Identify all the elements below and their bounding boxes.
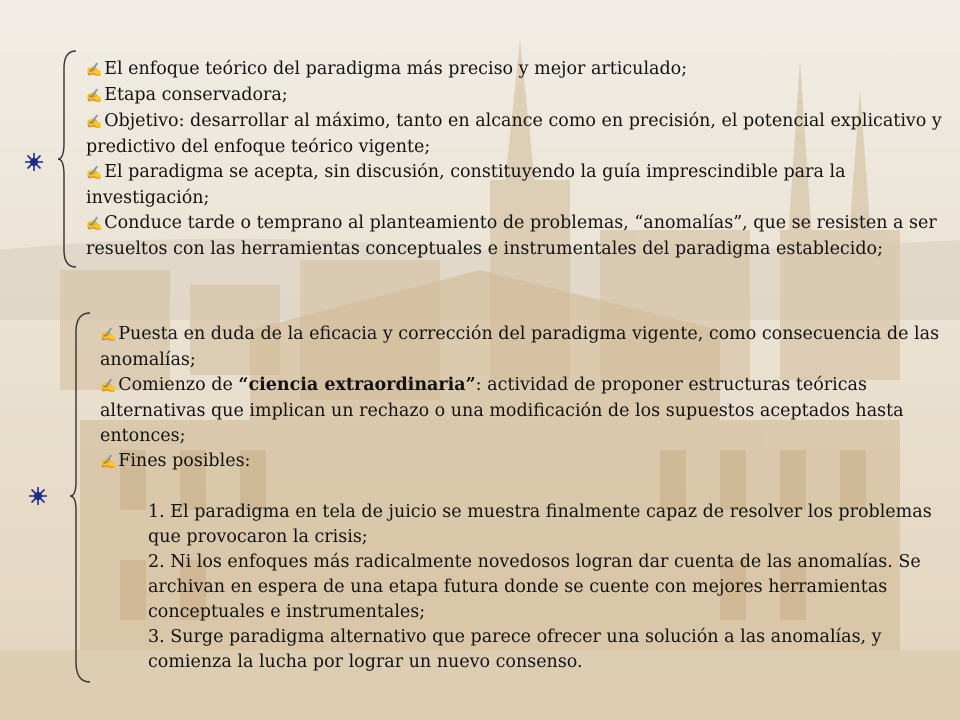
outcome-item: 1. El paradigma en tela de juicio se muestra finalmente capaz de resolver los problemas que provocaron la crisis; bbox=[148, 502, 932, 547]
list-item: ✍ Etapa conservadora; bbox=[86, 85, 288, 105]
left-curly-bracket-1 bbox=[56, 48, 86, 270]
outcome-item: 2. Ni los enfoques más radicalmente novedosos logran dar cuenta de las anomalías. Se archivan en espera de una etapa futura donde se cuente con mejores herramientas conceptuales e instrumentales; bbox=[148, 552, 921, 622]
list-item: ✍ Comienzo de “ciencia extraordinaria”: actividad de proponer estructuras teóricas alternativas que implican un rechazo o una modificación de los supuestos aceptados hasta entonces; bbox=[100, 375, 904, 446]
writing-hand-icon: ✍ bbox=[86, 63, 103, 78]
writing-hand-icon: ✍ bbox=[86, 115, 103, 130]
writing-hand-icon: ✍ bbox=[100, 328, 117, 343]
writing-hand-icon: ✍ bbox=[100, 379, 117, 394]
section-1-list bbox=[86, 57, 952, 262]
list-item: ✍ El enfoque teórico del paradigma más preciso y mejor articulado; bbox=[86, 59, 688, 79]
list-item: ✍ Conduce tarde o temprano al planteamiento de problemas, “anomalías”, que se resisten a ser resueltos con las herramientas conceptuales e instrumentales del paradigma establecido; bbox=[86, 213, 937, 259]
list-item: ✍ El paradigma se acepta, sin discusión, constituyendo la guía imprescindible para la investigación; bbox=[86, 162, 846, 208]
left-curly-bracket-2 bbox=[68, 310, 100, 686]
list-item: ✍ Fines posibles: bbox=[100, 451, 251, 471]
star-bullet-icon bbox=[24, 152, 44, 172]
list-item: ✍ Objetivo: desarrollar al máximo, tanto en alcance como en precisión, el potencial explicativo y predictivo del enfoque teórico vigente; bbox=[86, 111, 942, 157]
outcome-item: 3. Surge paradigma alternativo que parece ofrecer una solución a las anomalías, y comienza la lucha por lograr un nuevo consenso. bbox=[148, 627, 882, 672]
writing-hand-icon: ✍ bbox=[86, 89, 103, 104]
writing-hand-icon: ✍ bbox=[100, 455, 117, 470]
writing-hand-icon: ✍ bbox=[86, 217, 103, 232]
star-bullet-icon bbox=[28, 486, 48, 506]
section-2-list bbox=[100, 322, 952, 675]
list-item: ✍ Puesta en duda de la eficacia y corrección del paradigma vigente, como consecuencia de las anomalías; bbox=[100, 324, 940, 370]
emphasis-term: “ciencia extraordinaria” bbox=[238, 375, 476, 395]
writing-hand-icon: ✍ bbox=[86, 166, 103, 181]
spacer bbox=[100, 475, 952, 500]
